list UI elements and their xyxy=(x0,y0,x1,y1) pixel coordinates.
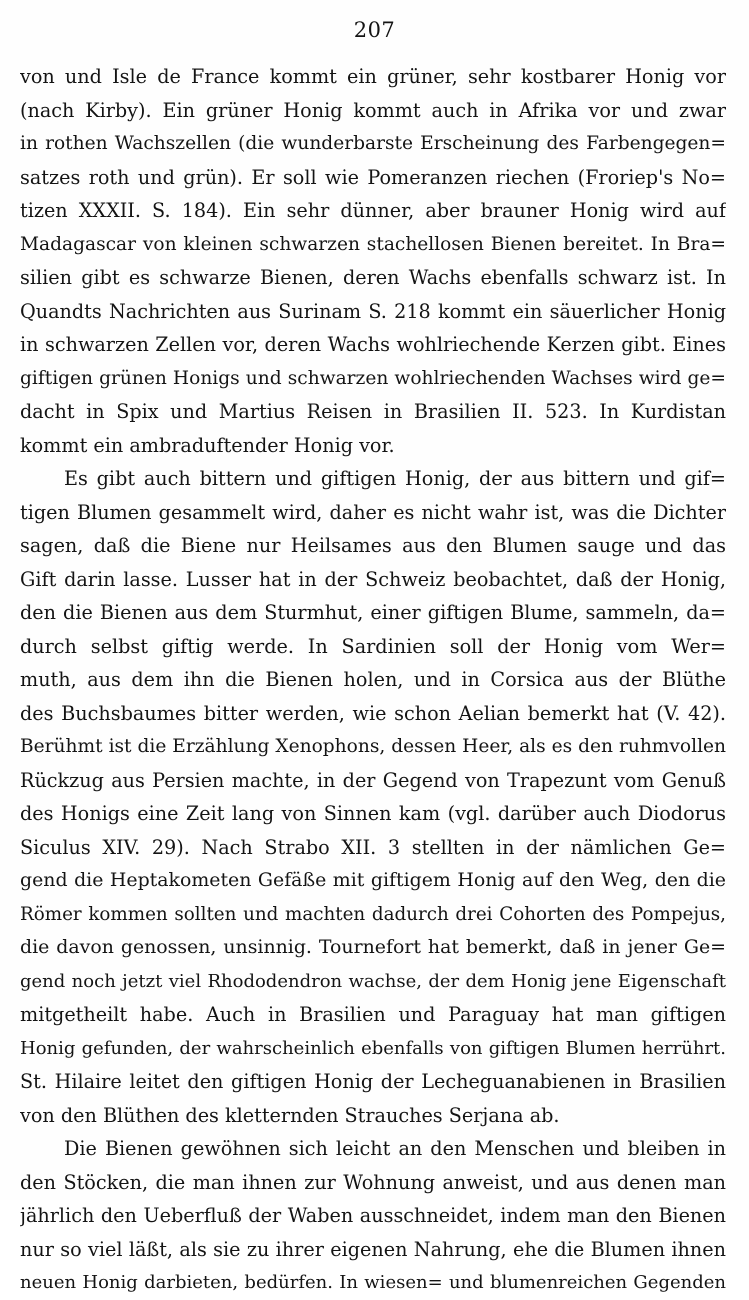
text-line: kommt ein ambraduftender Honig vor. xyxy=(20,433,395,457)
text-line: sagen, daß die Biene nur Heilsames aus den Blumen sauge und das xyxy=(20,534,726,557)
paragraph-2 xyxy=(20,462,726,1132)
text-line: jährlich den Ueberfluß der Waben ausschneidet, indem man den Bienen xyxy=(20,1204,726,1227)
text-line: den Stöcken, die man ihnen zur Wohnung anweist, und aus denen man xyxy=(20,1170,726,1194)
text-line: Honig gefunden, der wahrscheinlich ebenfalls von giftigen Blumen herrührt. xyxy=(20,1037,726,1059)
text-line: Die Bienen gewöhnen sich leicht an den Menschen und bleiben in xyxy=(64,1137,726,1160)
text-line: Madagascar von kleinen schwarzen stachellosen Bienen bereitet. In Bra= xyxy=(20,233,726,255)
text-line: des Buchsbaumes bitter werden, wie schon Aelian bemerkt hat (V. 42). xyxy=(20,701,726,725)
text-line: Siculus XIV. 29). Nach Strabo XII. 3 stellten in der nämlichen Ge= xyxy=(20,835,726,859)
text-line: mitgetheilt habe. Auch in Brasilien und Paraguay hat man giftigen xyxy=(20,1003,726,1026)
text-line: tizen XXXII. S. 184). Ein sehr dünner, aber brauner Honig wird auf xyxy=(20,199,726,222)
text-line: in schwarzen Zellen vor, deren Wachs wohlriechende Kerzen gibt. Eines xyxy=(20,333,726,356)
text-line: satzes roth und grün). Er soll wie Pomeranzen riechen (Froriep's No= xyxy=(20,165,726,189)
text-line: gend die Heptakometen Gefäße mit giftigem Honig auf den Weg, den die xyxy=(20,869,726,891)
text-line: Berühmt ist die Erzählung Xenophons, dessen Heer, als es den ruhmvollen xyxy=(20,736,726,757)
text-line: dacht in Spix und Martius Reisen in Brasilien II. 523. In Kurdistan xyxy=(20,400,726,423)
text-line: die davon genossen, unsinnig. Tournefort hat bemerkt, daß in jener Ge= xyxy=(20,936,726,958)
text-line: Rückzug aus Persien machte, in der Gegend von Trapezunt vom Genuß xyxy=(20,768,726,792)
body-text xyxy=(20,60,726,1300)
text-line: giftigen grünen Honigs und schwarzen wohlriechenden Wachses wird ge= xyxy=(20,367,726,389)
text-line: St. Hilaire leitet den giftigen Honig der Lecheguanabienen in Brasilien xyxy=(20,1070,726,1093)
text-line: Quandts Nachrichten aus Surinam S. 218 kommt ein säuerlicher Honig xyxy=(20,299,726,323)
text-line: nur so viel läßt, als sie zu ihrer eigenen Nahrung, ehe die Blumen ihnen xyxy=(20,1237,726,1261)
page-number: 207 xyxy=(353,18,396,42)
paragraph-3 xyxy=(20,1132,726,1300)
paragraph-1 xyxy=(20,60,726,462)
text-line: Es gibt auch bittern und giftigen Honig, der aus bittern und gif= xyxy=(64,467,726,490)
text-line: neuen Honig darbieten, bedürfen. In wiesen= und blumenreichen Gegenden xyxy=(20,1272,726,1293)
text-line: silien gibt es schwarze Bienen, deren Wachs ebenfalls schwarz ist. In xyxy=(20,266,726,289)
text-line: Gift darin lasse. Lusser hat in der Schweiz beobachtet, daß der Honig, xyxy=(20,567,726,591)
text-line: gend noch jetzt viel Rhododendron wachse, der dem Honig jene Eigenschaft xyxy=(20,970,726,992)
text-line: muth, aus dem ihn die Bienen holen, und in Corsica aus der Blüthe xyxy=(20,668,726,691)
text-line: von und Isle de France kommt ein grüner, sehr kostbarer Honig vor xyxy=(20,65,726,88)
text-line: (nach Kirby). Ein grüner Honig kommt auch in Afrika vor und zwar xyxy=(20,98,726,122)
text-line: Römer kommen sollten und machten dadurch drei Cohorten des Pompejus, xyxy=(20,903,726,925)
text-line: in rothen Wachszellen (die wunderbarste Erscheinung des Farbengegen= xyxy=(20,133,726,154)
text-line: des Honigs eine Zeit lang von Sinnen kam (vgl. darüber auch Diodorus xyxy=(20,802,726,825)
text-line: durch selbst giftig werde. In Sardinien soll der Honig vom Wer= xyxy=(20,634,726,658)
text-line: tigen Blumen gesammelt wird, daher es nicht wahr ist, was die Dichter xyxy=(20,500,726,524)
text-line: den die Bienen aus dem Sturmhut, einer giftigen Blume, sammeln, da= xyxy=(20,601,726,624)
text-line: von den Blüthen des kletternden Strauches Serjana ab. xyxy=(20,1103,560,1127)
